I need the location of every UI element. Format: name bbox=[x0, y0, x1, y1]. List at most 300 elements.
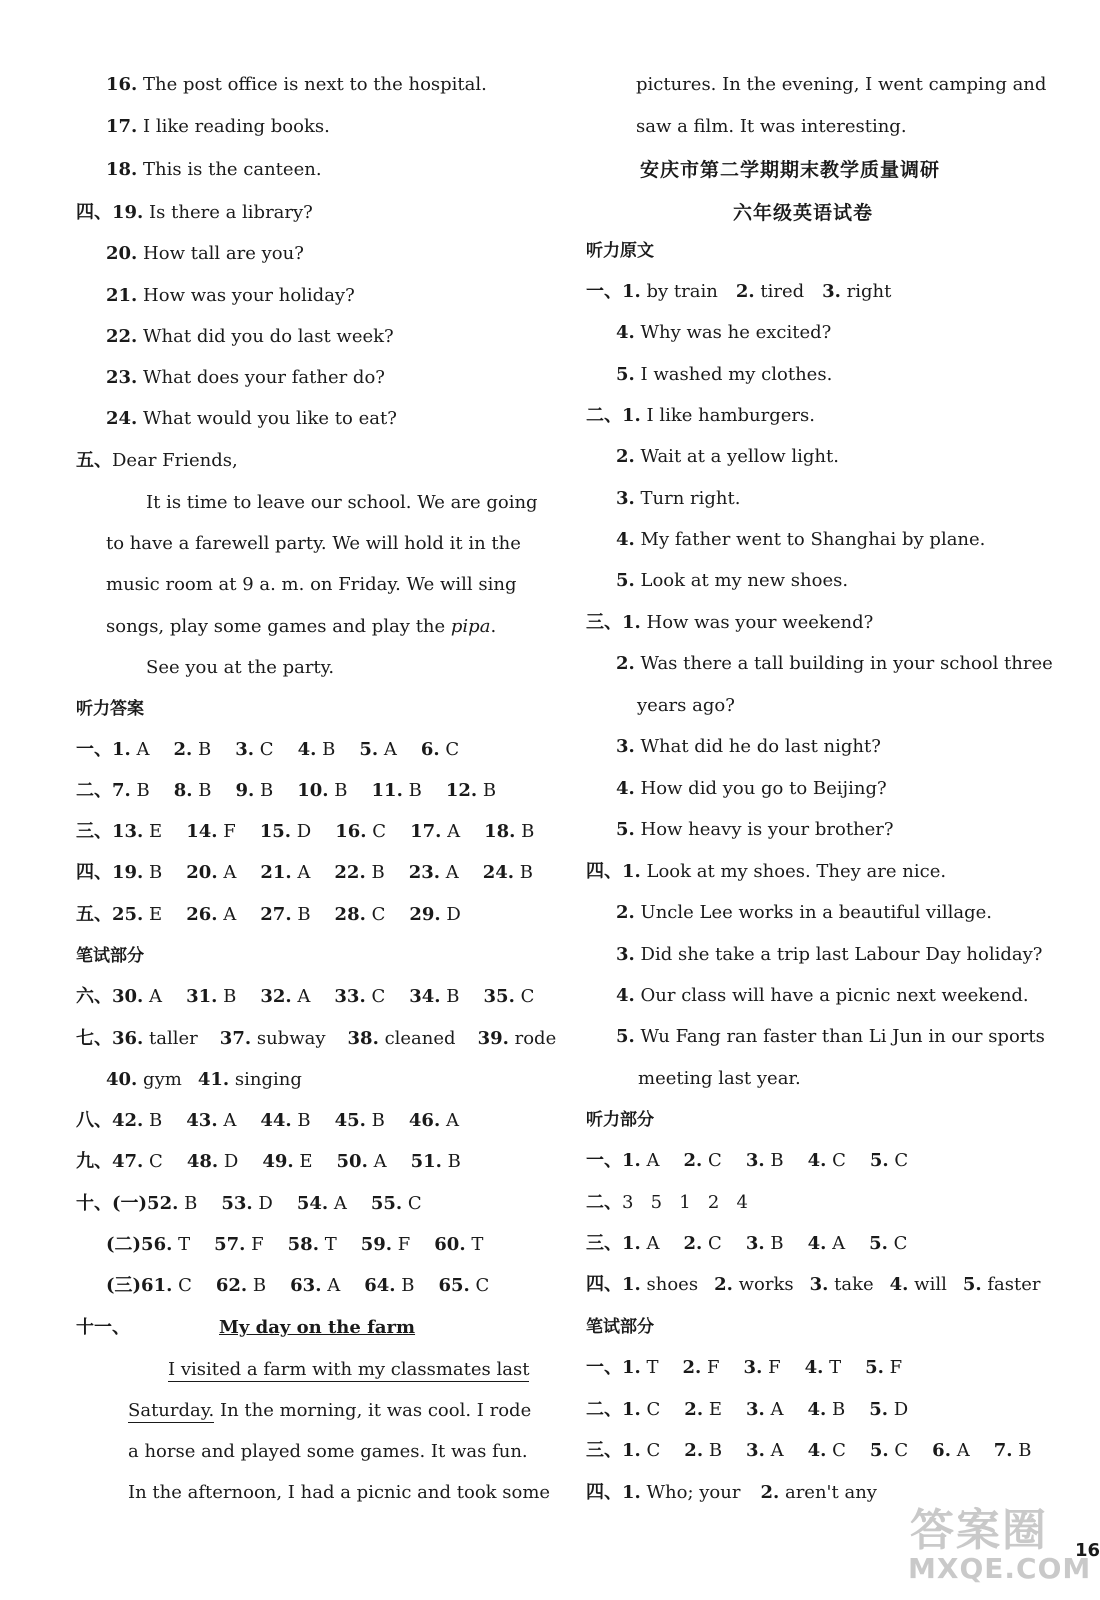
answer-item bbox=[932, 1440, 970, 1461]
item-value: A bbox=[217, 904, 237, 925]
item-value: A bbox=[291, 862, 311, 883]
answer-row bbox=[586, 1438, 1031, 1464]
item-value: right bbox=[840, 281, 892, 302]
item-number: 56. bbox=[141, 1234, 173, 1255]
item-value: B bbox=[328, 780, 348, 801]
item-value: C bbox=[439, 739, 460, 760]
item-number: 47. bbox=[112, 1151, 144, 1172]
item-value: C bbox=[702, 1150, 722, 1171]
answer-item bbox=[865, 1357, 902, 1378]
item-value: B bbox=[703, 1440, 723, 1461]
item-number: 3. bbox=[745, 1150, 765, 1171]
item-number: 49. bbox=[262, 1151, 294, 1172]
answer-item bbox=[890, 1274, 947, 1295]
item-number: 58. bbox=[287, 1234, 319, 1255]
item-number: 3. bbox=[745, 1233, 765, 1254]
answer-item bbox=[622, 1440, 660, 1461]
item-number: 5. bbox=[865, 1357, 884, 1378]
item-number: 11. bbox=[371, 780, 403, 801]
section-prefix: (二) bbox=[106, 1234, 142, 1255]
section-prefix: 二、 bbox=[586, 1399, 622, 1420]
item-number: 27. bbox=[260, 904, 292, 925]
item-value: take bbox=[828, 1274, 874, 1295]
exam-subtitle: 六年级英语试卷 bbox=[733, 202, 874, 224]
item-number: 31. bbox=[186, 986, 218, 1007]
item-value: C bbox=[640, 1399, 661, 1420]
answer-item bbox=[870, 1440, 908, 1461]
item-value: C bbox=[640, 1440, 661, 1461]
answer-item bbox=[337, 1151, 387, 1172]
item-value: E bbox=[703, 1399, 722, 1420]
answer-item bbox=[260, 821, 311, 842]
script-line: 5. I washed my clothes. bbox=[616, 364, 833, 385]
answer-row bbox=[76, 1191, 422, 1217]
item-value: C bbox=[143, 1151, 163, 1172]
item-number: 21. bbox=[260, 862, 292, 883]
item-number: 63. bbox=[290, 1275, 322, 1296]
answer-row bbox=[76, 1108, 459, 1134]
answer-item bbox=[808, 1399, 846, 1420]
item-value: B bbox=[1012, 1440, 1032, 1461]
section-prefix: 八、 bbox=[76, 1110, 112, 1131]
essay-line-2: Saturday. In the morning, it was cool. I rode bbox=[128, 1400, 532, 1421]
watermark-logo: 答案圈 MXQE.COM bbox=[908, 1505, 1092, 1585]
item-number: 4. bbox=[297, 739, 317, 760]
item-value: T bbox=[823, 1357, 842, 1378]
item-number: 17. bbox=[410, 821, 442, 842]
answer-item bbox=[994, 1440, 1032, 1461]
item-value: F bbox=[245, 1234, 264, 1255]
answer-item bbox=[869, 1233, 907, 1254]
exam-title: 安庆市第二学期期末教学质量调研 bbox=[640, 159, 941, 181]
item-value: A bbox=[440, 1110, 459, 1131]
item-number: 3. bbox=[745, 1399, 765, 1420]
answer-row bbox=[586, 1355, 902, 1381]
script-line: 二、1. I like hamburgers. bbox=[586, 405, 815, 426]
section-prefix: 一、 bbox=[586, 1150, 622, 1171]
answer-item bbox=[348, 1028, 456, 1049]
item-value: B bbox=[441, 1151, 461, 1172]
answer-item bbox=[141, 1234, 190, 1255]
line-20: 20. How tall are you? bbox=[106, 243, 304, 264]
answer-item bbox=[260, 986, 310, 1007]
item-value: C bbox=[888, 1440, 909, 1461]
item-value: B bbox=[514, 862, 534, 883]
item-number: 3. bbox=[746, 1440, 765, 1461]
line-24: 24. What would you like to eat? bbox=[106, 408, 397, 429]
item-number: 20. bbox=[186, 862, 218, 883]
answer-item bbox=[335, 904, 386, 925]
item-number: 1. bbox=[622, 1150, 641, 1171]
answer-row bbox=[76, 984, 534, 1010]
item-value: E bbox=[143, 821, 163, 842]
item-number: 26. bbox=[186, 904, 218, 925]
item-number: 25. bbox=[112, 904, 144, 925]
item-number: 3. bbox=[809, 1274, 829, 1295]
item-number: 52. bbox=[147, 1193, 179, 1214]
answer-item bbox=[810, 1274, 874, 1295]
item-value: A bbox=[640, 1150, 660, 1171]
letter-line-1: It is time to leave our school. We are going bbox=[146, 492, 538, 513]
answer-item bbox=[483, 862, 533, 883]
item-value: E bbox=[293, 1151, 313, 1172]
item-number: 65. bbox=[438, 1275, 470, 1296]
item-value: C bbox=[826, 1440, 846, 1461]
letter-closing: See you at the party. bbox=[146, 657, 335, 678]
section-prefix: 三、 bbox=[586, 1233, 622, 1254]
item-value: A bbox=[378, 739, 397, 760]
item-value: F bbox=[762, 1357, 781, 1378]
script-line: 5. Wu Fang ran faster than Li Jun in our sports bbox=[616, 1026, 1045, 1047]
answer-row bbox=[76, 1149, 461, 1175]
answer-item bbox=[112, 739, 150, 760]
item-number: 24. bbox=[482, 862, 515, 883]
answer-item bbox=[112, 986, 162, 1007]
item-value: rode bbox=[508, 1028, 557, 1049]
item-value: A bbox=[130, 739, 150, 760]
item-number: 3. bbox=[235, 739, 255, 760]
answer-item bbox=[409, 1110, 459, 1131]
script-line: 4. My father went to Shanghai by plane. bbox=[616, 529, 986, 550]
section-prefix: 九、 bbox=[76, 1151, 112, 1172]
item-value: D bbox=[252, 1193, 273, 1214]
item-value: B bbox=[365, 862, 385, 883]
answer-item bbox=[736, 281, 804, 302]
item-value: B bbox=[477, 780, 497, 801]
item-number: 2. bbox=[684, 1440, 704, 1461]
answer-item bbox=[112, 1151, 163, 1172]
item-number: 50. bbox=[336, 1151, 368, 1172]
answer-item bbox=[439, 1275, 490, 1296]
answer-item bbox=[808, 1150, 846, 1171]
answer-item bbox=[714, 1274, 794, 1295]
answer-item bbox=[870, 1150, 908, 1171]
answer-item bbox=[216, 1275, 266, 1296]
item-number: 61. bbox=[141, 1275, 173, 1296]
script-line: 2. Wait at a yellow light. bbox=[616, 446, 839, 467]
section-prefix: 十、(一) bbox=[76, 1193, 148, 1214]
item-number: 39. bbox=[477, 1028, 509, 1049]
item-number: 4. bbox=[889, 1274, 909, 1295]
answer-item bbox=[220, 1028, 326, 1049]
answer-item bbox=[359, 739, 397, 760]
letter-line-4: songs, play some games and play the pipa. bbox=[106, 616, 497, 637]
item-number: 38. bbox=[347, 1028, 379, 1049]
answer-row bbox=[76, 778, 496, 804]
item-value: A bbox=[143, 986, 163, 1007]
item-number: 1. bbox=[622, 1482, 641, 1503]
item-value: C bbox=[366, 821, 387, 842]
item-value: B bbox=[764, 1233, 784, 1254]
essay-line-4: In the afternoon, I had a picnic and took some bbox=[128, 1482, 551, 1503]
item-number: 41. bbox=[197, 1069, 230, 1090]
item-number: 10. bbox=[297, 780, 329, 801]
line-19: 四、19. Is there a library? bbox=[76, 202, 313, 223]
item-number: 19. bbox=[112, 862, 144, 883]
item-number: 51. bbox=[410, 1151, 442, 1172]
item-value: B bbox=[143, 862, 163, 883]
item-value: A bbox=[826, 1233, 846, 1254]
item-value: A bbox=[217, 1110, 237, 1131]
answer-item bbox=[822, 281, 891, 302]
essay-title: My day on the farm bbox=[219, 1317, 416, 1338]
item-value: faster bbox=[981, 1274, 1041, 1295]
item-number: 22. bbox=[334, 862, 366, 883]
essay-line-1: I visited a farm with my classmates last bbox=[168, 1359, 530, 1380]
answer-item bbox=[760, 1482, 877, 1503]
item-value: E bbox=[143, 904, 163, 925]
essay-label: 十一、 bbox=[76, 1317, 130, 1338]
answer-row bbox=[106, 1067, 302, 1093]
item-number: 14. bbox=[186, 821, 218, 842]
answer-item bbox=[684, 1440, 722, 1461]
item-value: C bbox=[826, 1150, 846, 1171]
item-number: 16. bbox=[335, 821, 367, 842]
item-value: T bbox=[318, 1234, 337, 1255]
line-23: 23. What does your father do? bbox=[106, 367, 385, 388]
item-number: 7. bbox=[112, 780, 131, 801]
answer-item bbox=[186, 1110, 236, 1131]
answer-item bbox=[744, 1357, 781, 1378]
answer-item bbox=[484, 821, 534, 842]
item-number: 2. bbox=[735, 281, 755, 302]
answer-item bbox=[434, 1234, 483, 1255]
item-number: 40. bbox=[106, 1069, 138, 1090]
essay-continued-1: pictures. In the evening, I went camping and bbox=[636, 74, 1047, 95]
answer-item bbox=[214, 1234, 264, 1255]
answer-item bbox=[141, 1275, 192, 1296]
item-value: A bbox=[764, 1399, 784, 1420]
section-prefix: 四、 bbox=[586, 1482, 622, 1503]
item-value: C bbox=[365, 986, 386, 1007]
answer-item bbox=[260, 862, 310, 883]
item-value: B bbox=[515, 821, 535, 842]
answer-item bbox=[235, 739, 273, 760]
item-value: B bbox=[402, 780, 422, 801]
item-number: 5. bbox=[359, 739, 379, 760]
item-number: 1. bbox=[622, 1233, 641, 1254]
answer-item bbox=[684, 1399, 722, 1420]
answer-row bbox=[586, 1272, 1040, 1298]
answer-item bbox=[683, 1357, 720, 1378]
answer-item bbox=[622, 1357, 659, 1378]
line-18: 18. This is the canteen. bbox=[106, 159, 322, 180]
item-value: A bbox=[217, 862, 237, 883]
answer-item bbox=[334, 986, 385, 1007]
item-value: C bbox=[172, 1275, 192, 1296]
letter-greeting: 五、Dear Friends, bbox=[76, 450, 238, 471]
answer-item bbox=[174, 739, 212, 760]
item-value: F bbox=[392, 1234, 411, 1255]
answer-item bbox=[746, 1399, 784, 1420]
answer-item bbox=[411, 1151, 461, 1172]
answer-item bbox=[484, 986, 535, 1007]
script-line: 2. Was there a tall building in your school three bbox=[616, 653, 1053, 674]
script-line: 3. Turn right. bbox=[616, 488, 741, 509]
item-value: B bbox=[192, 739, 212, 760]
item-number: 3. bbox=[822, 281, 841, 302]
answer-item bbox=[334, 862, 384, 883]
answer-item bbox=[186, 821, 236, 842]
item-number: 64. bbox=[364, 1275, 396, 1296]
answer-item bbox=[260, 1110, 310, 1131]
item-number: 35. bbox=[483, 986, 515, 1007]
answer-item bbox=[198, 1069, 302, 1090]
answer-item bbox=[622, 1482, 740, 1503]
item-value: B bbox=[143, 1110, 163, 1131]
answer-item bbox=[622, 1150, 660, 1171]
answer-item bbox=[147, 1193, 197, 1214]
item-value: A bbox=[367, 1151, 387, 1172]
answer-item bbox=[288, 1234, 337, 1255]
item-value: C bbox=[887, 1233, 908, 1254]
item-number: 54. bbox=[296, 1193, 329, 1214]
item-value: D bbox=[440, 904, 461, 925]
section-prefix: 一、 bbox=[76, 739, 112, 760]
item-number: 34. bbox=[409, 986, 441, 1007]
item-number: 1. bbox=[622, 1440, 641, 1461]
item-number: 30. bbox=[112, 986, 144, 1007]
item-number: 4. bbox=[807, 1399, 827, 1420]
item-number: 3. bbox=[743, 1357, 763, 1378]
item-number: 2. bbox=[173, 739, 193, 760]
script-line: 3. What did he do last night? bbox=[616, 736, 881, 757]
answer-item bbox=[112, 1028, 198, 1049]
item-number: 57. bbox=[214, 1234, 246, 1255]
line-17: 17. I like reading books. bbox=[106, 116, 330, 137]
item-number: 1. bbox=[622, 1274, 641, 1295]
answer-item bbox=[808, 1440, 846, 1461]
item-number: 44. bbox=[260, 1110, 292, 1131]
essay-line-3: a horse and played some games. It was fun. bbox=[128, 1441, 528, 1462]
answer-item bbox=[372, 780, 422, 801]
item-number: 1. bbox=[622, 1399, 641, 1420]
answer-item bbox=[808, 1233, 846, 1254]
section-prefix: 五、 bbox=[76, 904, 112, 925]
section-heading-listening-script: 听力原文 bbox=[586, 241, 654, 261]
item-number: 4. bbox=[807, 1233, 827, 1254]
answer-item bbox=[421, 739, 459, 760]
answer-item bbox=[746, 1150, 784, 1171]
answer-item bbox=[869, 1399, 908, 1420]
item-number: 42. bbox=[112, 1110, 144, 1131]
item-number: 2. bbox=[683, 1233, 703, 1254]
script-line: 5. How heavy is your brother? bbox=[616, 819, 894, 840]
line-21: 21. How was your holiday? bbox=[106, 285, 355, 306]
section-heading-written: 笔试部分 bbox=[586, 1317, 654, 1337]
item-value: B bbox=[764, 1150, 784, 1171]
item-value: D bbox=[291, 821, 312, 842]
item-number: 2. bbox=[714, 1274, 733, 1295]
answer-item bbox=[409, 904, 460, 925]
item-number: 5. bbox=[869, 1233, 888, 1254]
item-number: 29. bbox=[409, 904, 441, 925]
essay-continued-2: saw a film. It was interesting. bbox=[636, 116, 907, 137]
item-number: 33. bbox=[334, 986, 366, 1007]
item-number: 6. bbox=[420, 739, 440, 760]
script-line: 4. Our class will have a picnic next weekend. bbox=[616, 985, 1029, 1006]
item-number: 18. bbox=[484, 821, 516, 842]
answer-item bbox=[298, 739, 336, 760]
item-number: 60. bbox=[434, 1234, 466, 1255]
line-16: 16. The post office is next to the hospital. bbox=[106, 74, 487, 95]
item-value: C bbox=[365, 904, 386, 925]
section-heading-listening: 听力部分 bbox=[586, 1110, 654, 1130]
answer-item bbox=[260, 904, 310, 925]
item-value: C bbox=[254, 739, 274, 760]
answer-item bbox=[112, 904, 162, 925]
answer-item bbox=[684, 1150, 722, 1171]
item-value: A bbox=[321, 1275, 341, 1296]
item-value: A bbox=[440, 862, 459, 883]
item-value: B bbox=[247, 1275, 267, 1296]
section-prefix: 六、 bbox=[76, 986, 112, 1007]
item-number: 2. bbox=[682, 1357, 702, 1378]
item-number: 5. bbox=[962, 1274, 982, 1295]
section-prefix: 四、 bbox=[76, 862, 112, 883]
answer-item bbox=[290, 1275, 340, 1296]
answer-item bbox=[361, 1234, 411, 1255]
item-number: 4. bbox=[807, 1440, 827, 1461]
item-number: 1. bbox=[622, 281, 641, 302]
item-value: F bbox=[701, 1357, 720, 1378]
answer-item bbox=[963, 1274, 1041, 1295]
answer-item bbox=[622, 1399, 660, 1420]
item-number: 4. bbox=[807, 1150, 827, 1171]
script-line: 四、1. Look at my shoes. They are nice. bbox=[586, 861, 947, 882]
section-prefix: 一、 bbox=[586, 1357, 622, 1378]
item-number: 53. bbox=[221, 1193, 253, 1214]
section-prefix: 三、 bbox=[76, 821, 112, 842]
script-line: 3. Did she take a trip last Labour Day holiday? bbox=[616, 944, 1043, 965]
item-value: C bbox=[469, 1275, 490, 1296]
item-number: 5. bbox=[869, 1440, 889, 1461]
answer-row bbox=[76, 737, 459, 763]
answer-item bbox=[297, 1193, 347, 1214]
script-line: 5. Look at my new shoes. bbox=[616, 570, 849, 591]
item-value: B bbox=[365, 1110, 385, 1131]
script-line: 2. Uncle Lee works in a beautiful village. bbox=[616, 902, 993, 923]
item-number: 45. bbox=[334, 1110, 366, 1131]
answer-item bbox=[746, 1233, 784, 1254]
item-number: 2. bbox=[760, 1482, 780, 1503]
section-prefix: 四、 bbox=[586, 1274, 622, 1295]
item-number: 15. bbox=[259, 821, 292, 842]
item-value: taller bbox=[143, 1028, 198, 1049]
answer-item bbox=[684, 1233, 722, 1254]
item-value: B bbox=[192, 780, 212, 801]
answer-item bbox=[622, 281, 718, 302]
item-number: 1. bbox=[112, 739, 131, 760]
script-line: years ago? bbox=[637, 695, 735, 716]
item-value: A bbox=[291, 986, 311, 1007]
answer-row: 二、3 5 1 2 4 bbox=[586, 1192, 748, 1213]
answer-item bbox=[186, 904, 236, 925]
item-value: gym bbox=[137, 1069, 182, 1090]
script-line: meeting last year. bbox=[638, 1068, 801, 1089]
answer-item bbox=[409, 862, 459, 883]
item-value: T bbox=[172, 1234, 191, 1255]
answer-item bbox=[262, 1151, 312, 1172]
answer-item bbox=[112, 821, 162, 842]
item-value: works bbox=[732, 1274, 794, 1295]
item-number: 13. bbox=[112, 821, 144, 842]
item-value: B bbox=[291, 1110, 311, 1131]
answer-row bbox=[76, 819, 534, 845]
letter-line-3: music room at 9 a. m. on Friday. We will sing bbox=[106, 574, 517, 595]
item-number: 23. bbox=[408, 862, 441, 883]
answer-item bbox=[335, 821, 386, 842]
